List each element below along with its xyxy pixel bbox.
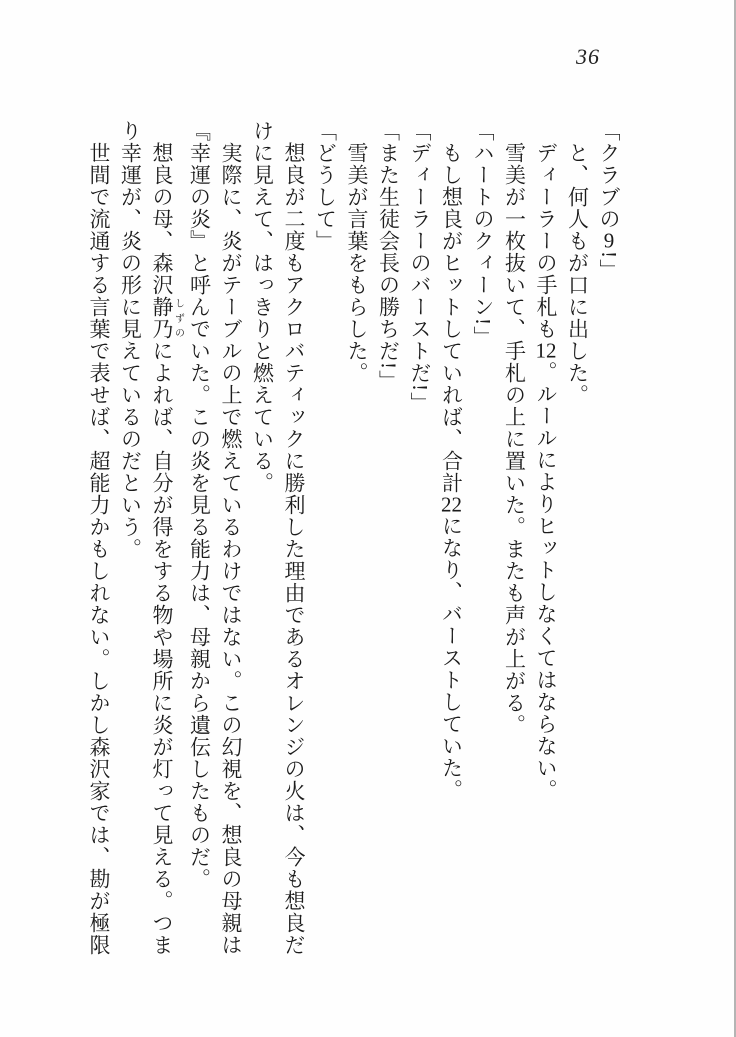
paragraph: 雪美が言葉をもらした。	[345, 142, 369, 384]
paragraph: 「クラブの9!」	[597, 120, 621, 281]
text-body	[83, 120, 625, 962]
page-number: 36	[576, 44, 600, 69]
paragraph: 想良の母、森沢静乃しずのによれば、自分が得をする物や場所に炎が灯って見える。つまり幸運が、炎の形に見えているのだという。	[118, 120, 184, 956]
paragraph: 「ハートのクィーン!」	[471, 120, 495, 348]
paragraph: 世間で流通する言葉で表せば、超能力かもしれない。しかし森沢家では、勘が極限	[87, 142, 111, 956]
tatechuyoko-number: 9	[603, 230, 615, 251]
paragraph: 実際に、炎がテーブルの上で燃えているわけではない。この幻視を、想良の母親は『幸運の炎』と呼んでいた。この炎を見る能力は、母親から遺伝したものだ。	[187, 120, 243, 956]
paragraph: と、何人もが口に出した。	[565, 142, 590, 406]
paragraph: ディーラーの手札も12。ルールによりヒットしなくてはならない。	[534, 142, 558, 801]
tatechuyoko-number: 12	[535, 340, 557, 361]
ruby-annotation: 静乃しずの	[150, 296, 184, 340]
paragraph: もし想良がヒットしていれば、合計22になり、バーストしていた。	[439, 142, 464, 801]
paragraph: 雪美が一枚抜いて、手札の上に置いた。またも声が上がる。	[502, 142, 527, 736]
paragraph: 「ディーラーのバーストだ!」	[408, 120, 432, 414]
tatechuyoko-number: 22	[441, 494, 462, 515]
paragraph: 想良が二度もアクロバティックに勝利した理由であるオレンジの火は、今も想良だけに見えて、はっきりと燃えている。	[250, 120, 306, 956]
paragraph: 「また生徒会長の勝ちだ!」	[376, 120, 401, 392]
paragraph: 「どうして」	[313, 120, 338, 252]
